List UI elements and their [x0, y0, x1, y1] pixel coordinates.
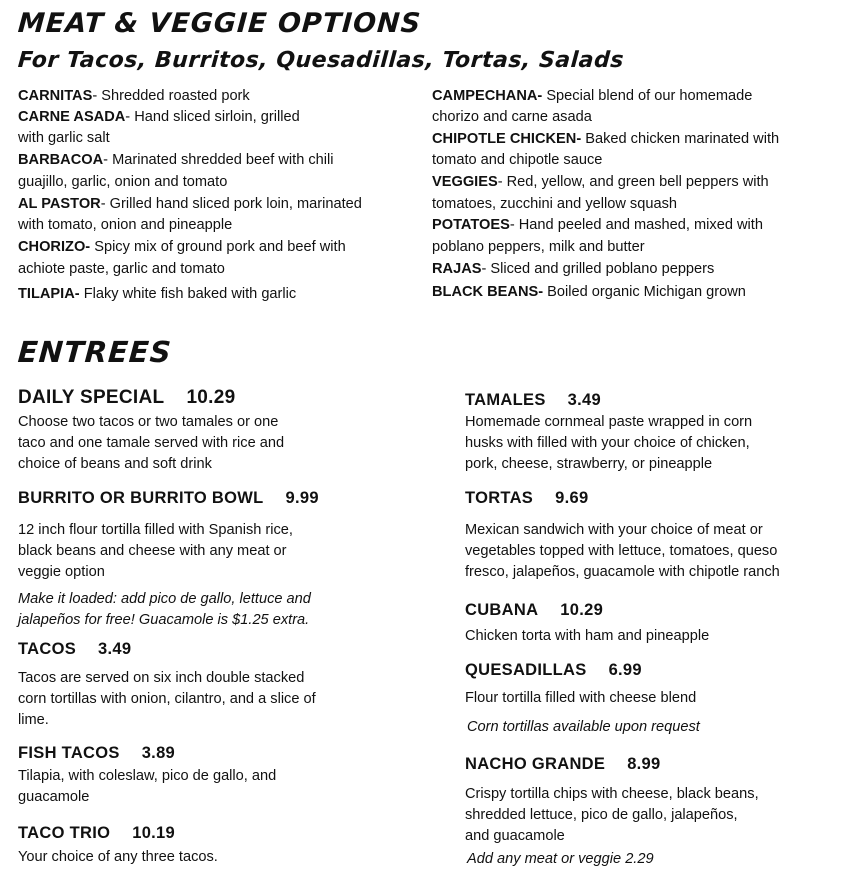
entree-heading	[18, 489, 319, 508]
option-line	[18, 285, 296, 303]
option-line	[432, 173, 769, 191]
entree-heading	[465, 661, 642, 680]
entree-price: 3.89	[141, 744, 176, 762]
option-description: Flaky white fish baked with garlic	[83, 286, 297, 302]
meat-veggie-subtitle: For Tacos, Burritos, Quesadillas, Tortas, Salads	[17, 48, 625, 73]
entree-description: guacamole	[18, 789, 90, 805]
entree-description: Homemade cornmeal paste wrapped in corn	[465, 414, 753, 430]
option-line	[432, 283, 746, 301]
option-description: Marinated shredded beef with chili	[112, 152, 334, 168]
option-line	[18, 129, 110, 147]
option-line	[18, 238, 346, 256]
entree-description: black beans and cheese with any meat or	[18, 543, 287, 559]
entree-description: Tilapia, with coleslaw, pico de gallo, and	[18, 768, 277, 784]
option-name: CAMPECHANA-	[432, 88, 543, 104]
entree-name: NACHO GRANDE	[465, 755, 606, 773]
entree-name: CUBANA	[465, 601, 539, 619]
option-name: BARBACOA	[18, 152, 104, 168]
option-separator: -	[100, 196, 110, 212]
option-name: BLACK BEANS-	[432, 284, 544, 300]
option-description: chorizo and carne asada	[432, 109, 592, 125]
entree-price: 10.29	[186, 387, 236, 408]
entree-price: 10.29	[560, 601, 604, 619]
option-line	[18, 173, 227, 191]
entree-price: 10.19	[132, 824, 176, 842]
entree-heading	[18, 744, 175, 763]
entree-description: shredded lettuce, pico de gallo, jalapeños,	[465, 807, 738, 823]
option-description: Sliced and grilled poblano peppers	[490, 261, 715, 277]
entree-description: and guacamole	[465, 828, 565, 844]
entree-description: Choose two tacos or two tamales or one	[18, 414, 279, 430]
option-line	[432, 216, 763, 234]
option-description: tomato and chipotle sauce	[432, 152, 603, 168]
option-description: Boiled organic Michigan grown	[547, 284, 746, 300]
entree-description: Tacos are served on six inch double stacked	[18, 670, 305, 686]
option-name: POTATOES	[432, 217, 510, 233]
entree-heading	[18, 824, 175, 843]
entree-description: pork, cheese, strawberry, or pineapple	[465, 456, 713, 472]
option-description: achiote paste, garlic and tomato	[18, 261, 225, 277]
entree-description: Your choice of any three tacos.	[18, 849, 218, 865]
option-line	[18, 151, 334, 169]
entree-price: 9.99	[285, 489, 319, 507]
option-line	[432, 108, 592, 126]
entree-description: Flour tortilla filled with cheese blend	[465, 690, 697, 706]
option-name: AL PASTOR	[18, 196, 101, 212]
option-separator: -	[125, 109, 135, 125]
entree-description: veggie option	[18, 564, 105, 580]
entree-price: 3.49	[567, 391, 601, 409]
option-description: with garlic salt	[18, 130, 110, 146]
entree-note: jalapeños for free! Guacamole is $1.25 extra.	[18, 612, 310, 628]
option-description: Shredded roasted pork	[101, 88, 250, 104]
entree-note: Make it loaded: add pico de gallo, lettuce and	[18, 591, 311, 607]
option-separator: -	[103, 152, 113, 168]
option-line	[18, 195, 362, 213]
option-description: with tomato, onion and pineapple	[18, 217, 233, 233]
entree-name: TORTAS	[465, 489, 534, 507]
option-separator: -	[481, 261, 491, 277]
entree-description: 12 inch flour tortilla filled with Spanish rice,	[18, 522, 293, 538]
option-description: Baked chicken marinated with	[585, 131, 780, 147]
entree-price: 3.49	[98, 640, 132, 658]
option-name: CHORIZO-	[18, 239, 91, 255]
entrees-title: ENTREES	[16, 335, 173, 369]
option-line	[432, 260, 714, 278]
option-separator: -	[509, 217, 519, 233]
option-name: RAJAS	[432, 261, 482, 277]
entree-name: DAILY SPECIAL	[18, 387, 165, 408]
option-line	[432, 238, 645, 256]
entree-heading	[465, 391, 601, 410]
entree-description: husks with filled with your choice of chicken,	[465, 435, 750, 451]
entree-heading	[465, 755, 661, 774]
entree-description: lime.	[18, 712, 49, 728]
entree-name: TACOS	[18, 640, 77, 658]
option-line	[18, 87, 250, 105]
meat-veggie-title: MEAT & VEGGIE OPTIONS	[16, 8, 423, 39]
entree-description: vegetables topped with lettuce, tomatoes, queso	[465, 543, 778, 559]
entree-heading	[18, 387, 235, 409]
entree-description: Mexican sandwich with your choice of meat or	[465, 522, 763, 538]
option-name: CARNITAS	[18, 88, 93, 104]
option-description: guajillo, garlic, onion and tomato	[18, 174, 228, 190]
option-description: poblano peppers, milk and butter	[432, 239, 645, 255]
entree-name: QUESADILLAS	[465, 661, 587, 679]
option-line	[432, 151, 602, 169]
option-description: Red, yellow, and green bell peppers with	[506, 174, 769, 190]
entree-price: 9.69	[555, 489, 589, 507]
option-separator: -	[92, 88, 102, 104]
option-name: CARNE ASADA	[18, 109, 126, 125]
entree-heading	[465, 601, 603, 620]
option-description: Spicy mix of ground pork and beef with	[94, 239, 346, 255]
entree-name: FISH TACOS	[18, 744, 120, 762]
option-line	[432, 87, 752, 105]
option-description: tomatoes, zucchini and yellow squash	[432, 196, 677, 212]
entree-description: taco and one tamale served with rice and	[18, 435, 285, 451]
option-line	[432, 130, 779, 148]
entree-name: TACO TRIO	[18, 824, 111, 842]
option-description: Grilled hand sliced pork loin, marinated	[109, 196, 362, 212]
entree-note: Corn tortillas available upon request	[467, 719, 700, 735]
entree-name: BURRITO OR BURRITO BOWL	[18, 489, 264, 507]
entree-name: TAMALES	[465, 391, 546, 409]
option-line	[18, 108, 300, 126]
entree-description: choice of beans and soft drink	[18, 456, 212, 472]
entree-heading	[465, 489, 588, 508]
entree-description: Crispy tortilla chips with cheese, black beans,	[465, 786, 759, 802]
entree-heading	[18, 640, 131, 659]
option-line	[18, 260, 225, 278]
entree-note: Add any meat or veggie 2.29	[467, 851, 654, 867]
option-name: VEGGIES	[432, 174, 498, 190]
option-name: TILAPIA-	[18, 286, 80, 302]
option-description: Special blend of our homemade	[546, 88, 753, 104]
option-description: Hand sliced sirloin, grilled	[134, 109, 300, 125]
option-line	[18, 216, 232, 234]
entree-description: fresco, jalapeños, guacamole with chipotle ranch	[465, 564, 780, 580]
entree-description: corn tortillas with onion, cilantro, and a slice of	[18, 691, 316, 707]
entree-price: 8.99	[627, 755, 661, 773]
option-separator: -	[497, 174, 507, 190]
entree-price: 6.99	[608, 661, 642, 679]
option-line	[432, 195, 677, 213]
option-name: CHIPOTLE CHICKEN-	[432, 131, 582, 147]
entree-description: Chicken torta with ham and pineapple	[465, 628, 710, 644]
option-description: Hand peeled and mashed, mixed with	[518, 217, 763, 233]
